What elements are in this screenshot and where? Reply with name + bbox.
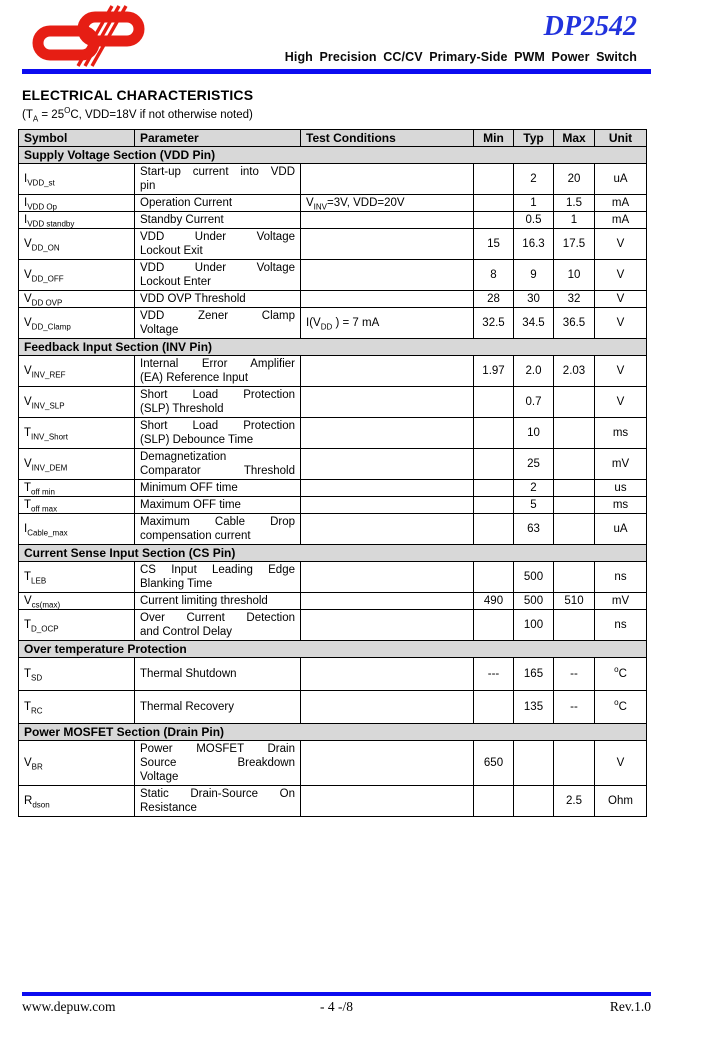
cell-conditions xyxy=(301,497,474,514)
table-row xyxy=(19,260,647,291)
cell-parameter: VDD Under Voltage Lockout Enter xyxy=(135,260,301,291)
table-row xyxy=(19,418,647,449)
cell-conditions: $I(V_{DD}$ ) = 7 mA xyxy=(301,308,474,339)
cell-unit: ns xyxy=(595,562,647,593)
cell-parameter: Short Load Protection (SLP) Debounce Time xyxy=(135,418,301,449)
table-row xyxy=(19,449,647,480)
cell-typ: 2 xyxy=(514,480,554,497)
cell-conditions xyxy=(301,658,474,691)
cell-min xyxy=(474,212,514,229)
cell-symbol: $T_{off min}$ xyxy=(19,480,135,497)
table-row xyxy=(19,164,647,195)
table-row xyxy=(19,497,647,514)
cell-max xyxy=(554,480,595,497)
cell-conditions xyxy=(301,691,474,724)
cell-unit: V xyxy=(595,291,647,308)
cell-conditions xyxy=(301,593,474,610)
cell-min xyxy=(474,497,514,514)
cell-unit: mV xyxy=(595,449,647,480)
cell-symbol: $I_{VDD standby}$ xyxy=(19,212,135,229)
cell-max: 2.5 xyxy=(554,786,595,817)
cell-typ: 30 xyxy=(514,291,554,308)
cell-symbol: $V_{DD\_Clamp}$ xyxy=(19,308,135,339)
section-header-label: Over temperature Protection xyxy=(19,641,647,658)
cell-typ: 10 xyxy=(514,418,554,449)
cell-symbol: $I_{VDD Op}$ xyxy=(19,195,135,212)
cell-max: 510 xyxy=(554,593,595,610)
cell-parameter: Thermal Recovery xyxy=(135,691,301,724)
table-row xyxy=(19,610,647,641)
cell-max: 10 xyxy=(554,260,595,291)
table-row xyxy=(19,786,647,817)
cell-min: 15 xyxy=(474,229,514,260)
cell-unit: V xyxy=(595,356,647,387)
cell-typ: 100 xyxy=(514,610,554,641)
table-row xyxy=(19,291,647,308)
cell-typ: 2.0 xyxy=(514,356,554,387)
table-row xyxy=(19,229,647,260)
cell-max: 1.5 xyxy=(554,195,595,212)
cell-min xyxy=(474,514,514,545)
table-row xyxy=(19,593,647,610)
cell-symbol: $V_{BR}$ xyxy=(19,741,135,786)
cell-max: 1 xyxy=(554,212,595,229)
cell-unit: us xyxy=(595,480,647,497)
cell-symbol: $T_{SD}$ xyxy=(19,658,135,691)
cell-symbol: $V_{DD\_OFF}$ xyxy=(19,260,135,291)
cell-unit: $^o$C xyxy=(595,658,647,691)
cell-symbol: $I_{Cable\_max}$ xyxy=(19,514,135,545)
cell-symbol: $I_{VDD\_st}$ xyxy=(19,164,135,195)
cell-typ: 165 xyxy=(514,658,554,691)
cell-min xyxy=(474,786,514,817)
cell-min xyxy=(474,164,514,195)
cell-conditions xyxy=(301,480,474,497)
cell-conditions xyxy=(301,610,474,641)
cell-parameter: Maximum Cable Drop compensation current xyxy=(135,514,301,545)
column-header-parameter: Parameter xyxy=(135,130,301,147)
cell-min xyxy=(474,562,514,593)
footer-rule xyxy=(22,992,651,996)
section-header-row xyxy=(19,339,647,356)
product-subtitle: High Precision CC/CV Primary-Side PWM Power Switch xyxy=(284,50,637,64)
cell-conditions xyxy=(301,212,474,229)
table-row xyxy=(19,356,647,387)
section-header-label: Power MOSFET Section (Drain Pin) xyxy=(19,724,647,741)
cell-parameter: VDD Under Voltage Lockout Exit xyxy=(135,229,301,260)
table-row xyxy=(19,195,647,212)
cell-parameter: Power MOSFET Drain Source Breakdown Voltage xyxy=(135,741,301,786)
cell-max xyxy=(554,562,595,593)
cell-unit: V xyxy=(595,741,647,786)
cell-symbol: $R_{dson}$ xyxy=(19,786,135,817)
cell-min: 32.5 xyxy=(474,308,514,339)
cell-max: 17.5 xyxy=(554,229,595,260)
cell-unit: mA xyxy=(595,195,647,212)
cell-max: 32 xyxy=(554,291,595,308)
cell-unit: ms xyxy=(595,418,647,449)
cell-symbol: $V_{DD OVP}$ xyxy=(19,291,135,308)
cell-typ: 16.3 xyxy=(514,229,554,260)
cell-conditions xyxy=(301,260,474,291)
cell-min: 650 xyxy=(474,741,514,786)
product-title: DP2542 xyxy=(543,11,637,42)
header-rule xyxy=(22,69,651,74)
cell-conditions xyxy=(301,449,474,480)
cell-parameter: Start-up current into VDD pin xyxy=(135,164,301,195)
cell-max: -- xyxy=(554,691,595,724)
cell-max xyxy=(554,418,595,449)
cell-conditions: $V_{INV}=3V$, VDD=20V xyxy=(301,195,474,212)
cell-conditions xyxy=(301,229,474,260)
cell-max xyxy=(554,497,595,514)
cell-typ: 1 xyxy=(514,195,554,212)
cell-unit: $^o$C xyxy=(595,691,647,724)
cell-symbol: $T_{INV\_Short}$ xyxy=(19,418,135,449)
cell-min xyxy=(474,449,514,480)
cell-unit: uA xyxy=(595,164,647,195)
cell-parameter: Short Load Protection (SLP) Threshold xyxy=(135,387,301,418)
table-row xyxy=(19,514,647,545)
cell-unit: V xyxy=(595,260,647,291)
cell-parameter: Thermal Shutdown xyxy=(135,658,301,691)
cell-symbol: $V_{INV\_SLP}$ xyxy=(19,387,135,418)
cell-unit: V xyxy=(595,308,647,339)
table-row xyxy=(19,387,647,418)
cell-parameter: Internal Error Amplifier (EA) Reference Input xyxy=(135,356,301,387)
cell-symbol: $V_{INV\_REF}$ xyxy=(19,356,135,387)
cell-max xyxy=(554,449,595,480)
column-header-symbol: Symbol xyxy=(19,130,135,147)
cell-max xyxy=(554,387,595,418)
cell-typ: 500 xyxy=(514,562,554,593)
cell-symbol: $T_{LEB}$ xyxy=(19,562,135,593)
section-header-row xyxy=(19,641,647,658)
cell-parameter: CS Input Leading Edge Blanking Time xyxy=(135,562,301,593)
cell-parameter: VDD OVP Threshold xyxy=(135,291,301,308)
cell-typ: 0.5 xyxy=(514,212,554,229)
section-header-label: Current Sense Input Section (CS Pin) xyxy=(19,545,647,562)
section-header-label: Feedback Input Section (INV Pin) xyxy=(19,339,647,356)
cell-min xyxy=(474,691,514,724)
cell-min xyxy=(474,480,514,497)
cell-typ: 2 xyxy=(514,164,554,195)
cell-conditions xyxy=(301,387,474,418)
cell-typ xyxy=(514,786,554,817)
column-header-typ: Typ xyxy=(514,130,554,147)
footer-website: www.depuw.com xyxy=(22,999,116,1014)
cell-parameter: Standby Current xyxy=(135,212,301,229)
cell-conditions xyxy=(301,562,474,593)
column-header-min: Min xyxy=(474,130,514,147)
footer-page-number: - 4 -/8 xyxy=(320,999,353,1014)
cell-parameter: Static Drain-Source On Resistance xyxy=(135,786,301,817)
table-row xyxy=(19,212,647,229)
cell-parameter: Current limiting threshold xyxy=(135,593,301,610)
table-row xyxy=(19,562,647,593)
cell-max xyxy=(554,741,595,786)
column-header-max: Max xyxy=(554,130,595,147)
cell-typ xyxy=(514,741,554,786)
cell-parameter: VDD Zener Clamp Voltage xyxy=(135,308,301,339)
cell-min xyxy=(474,610,514,641)
cell-unit: V xyxy=(595,387,647,418)
cell-typ: 63 xyxy=(514,514,554,545)
cell-symbol: $T_{RC}$ xyxy=(19,691,135,724)
cell-symbol: $V_{INV\_DEM}$ xyxy=(19,449,135,480)
section-header-label: Supply Voltage Section (VDD Pin) xyxy=(19,147,647,164)
cell-max xyxy=(554,610,595,641)
electrical-characteristics-table xyxy=(18,129,647,817)
cell-unit: ms xyxy=(595,497,647,514)
cell-parameter: Maximum OFF time xyxy=(135,497,301,514)
cell-conditions xyxy=(301,741,474,786)
cell-min xyxy=(474,195,514,212)
cell-parameter: Operation Current xyxy=(135,195,301,212)
cell-max: 36.5 xyxy=(554,308,595,339)
table-row xyxy=(19,308,647,339)
cell-parameter: Over Current Detection and Control Delay xyxy=(135,610,301,641)
cell-conditions xyxy=(301,418,474,449)
cell-unit: mA xyxy=(595,212,647,229)
company-logo-icon xyxy=(28,5,150,67)
cell-unit: uA xyxy=(595,514,647,545)
section-header-row xyxy=(19,545,647,562)
cell-typ: 34.5 xyxy=(514,308,554,339)
section-header-row xyxy=(19,724,647,741)
cell-min: 1.97 xyxy=(474,356,514,387)
cell-min: 28 xyxy=(474,291,514,308)
footer-revision: Rev.1.0 xyxy=(609,999,652,1014)
cell-unit: Ohm xyxy=(595,786,647,817)
cell-conditions xyxy=(301,356,474,387)
cell-symbol: $V_{cs(max)}$ xyxy=(19,593,135,610)
cell-conditions xyxy=(301,786,474,817)
cell-typ: 0.7 xyxy=(514,387,554,418)
table-header-row xyxy=(19,130,647,147)
cell-typ: 25 xyxy=(514,449,554,480)
cell-min: 8 xyxy=(474,260,514,291)
cell-unit: ns xyxy=(595,610,647,641)
table-row xyxy=(19,741,647,786)
cell-typ: 9 xyxy=(514,260,554,291)
cell-conditions xyxy=(301,164,474,195)
cell-symbol: $T_{D\_OCP}$ xyxy=(19,610,135,641)
cell-min xyxy=(474,418,514,449)
cell-unit: mV xyxy=(595,593,647,610)
section-header-row xyxy=(19,147,647,164)
cell-typ: 135 xyxy=(514,691,554,724)
cell-conditions xyxy=(301,514,474,545)
cell-symbol: $T_{off max}$ xyxy=(19,497,135,514)
cell-max xyxy=(554,514,595,545)
table-row xyxy=(19,658,647,691)
column-header-test-conditions: Test Conditions xyxy=(301,130,474,147)
table-row xyxy=(19,691,647,724)
cell-max: 20 xyxy=(554,164,595,195)
cell-min xyxy=(474,387,514,418)
conditions-note: ($T_A = 25^OC$, VDD=18V if not otherwise noted) xyxy=(22,106,253,124)
table-row xyxy=(19,480,647,497)
cell-min: --- xyxy=(474,658,514,691)
cell-symbol: $V_{DD\_ON}$ xyxy=(19,229,135,260)
cell-parameter: Minimum OFF time xyxy=(135,480,301,497)
column-header-unit: Unit xyxy=(595,130,647,147)
cell-typ: 500 xyxy=(514,593,554,610)
page-heading: ELECTRICAL CHARACTERISTICS xyxy=(22,87,254,103)
cell-unit: V xyxy=(595,229,647,260)
header-brand-block xyxy=(285,12,637,64)
cell-min: 490 xyxy=(474,593,514,610)
cell-parameter: Demagnetization Comparator Threshold xyxy=(135,449,301,480)
cell-typ: 5 xyxy=(514,497,554,514)
cell-max: 2.03 xyxy=(554,356,595,387)
page-footer xyxy=(22,999,651,1015)
cell-conditions xyxy=(301,291,474,308)
cell-max: -- xyxy=(554,658,595,691)
